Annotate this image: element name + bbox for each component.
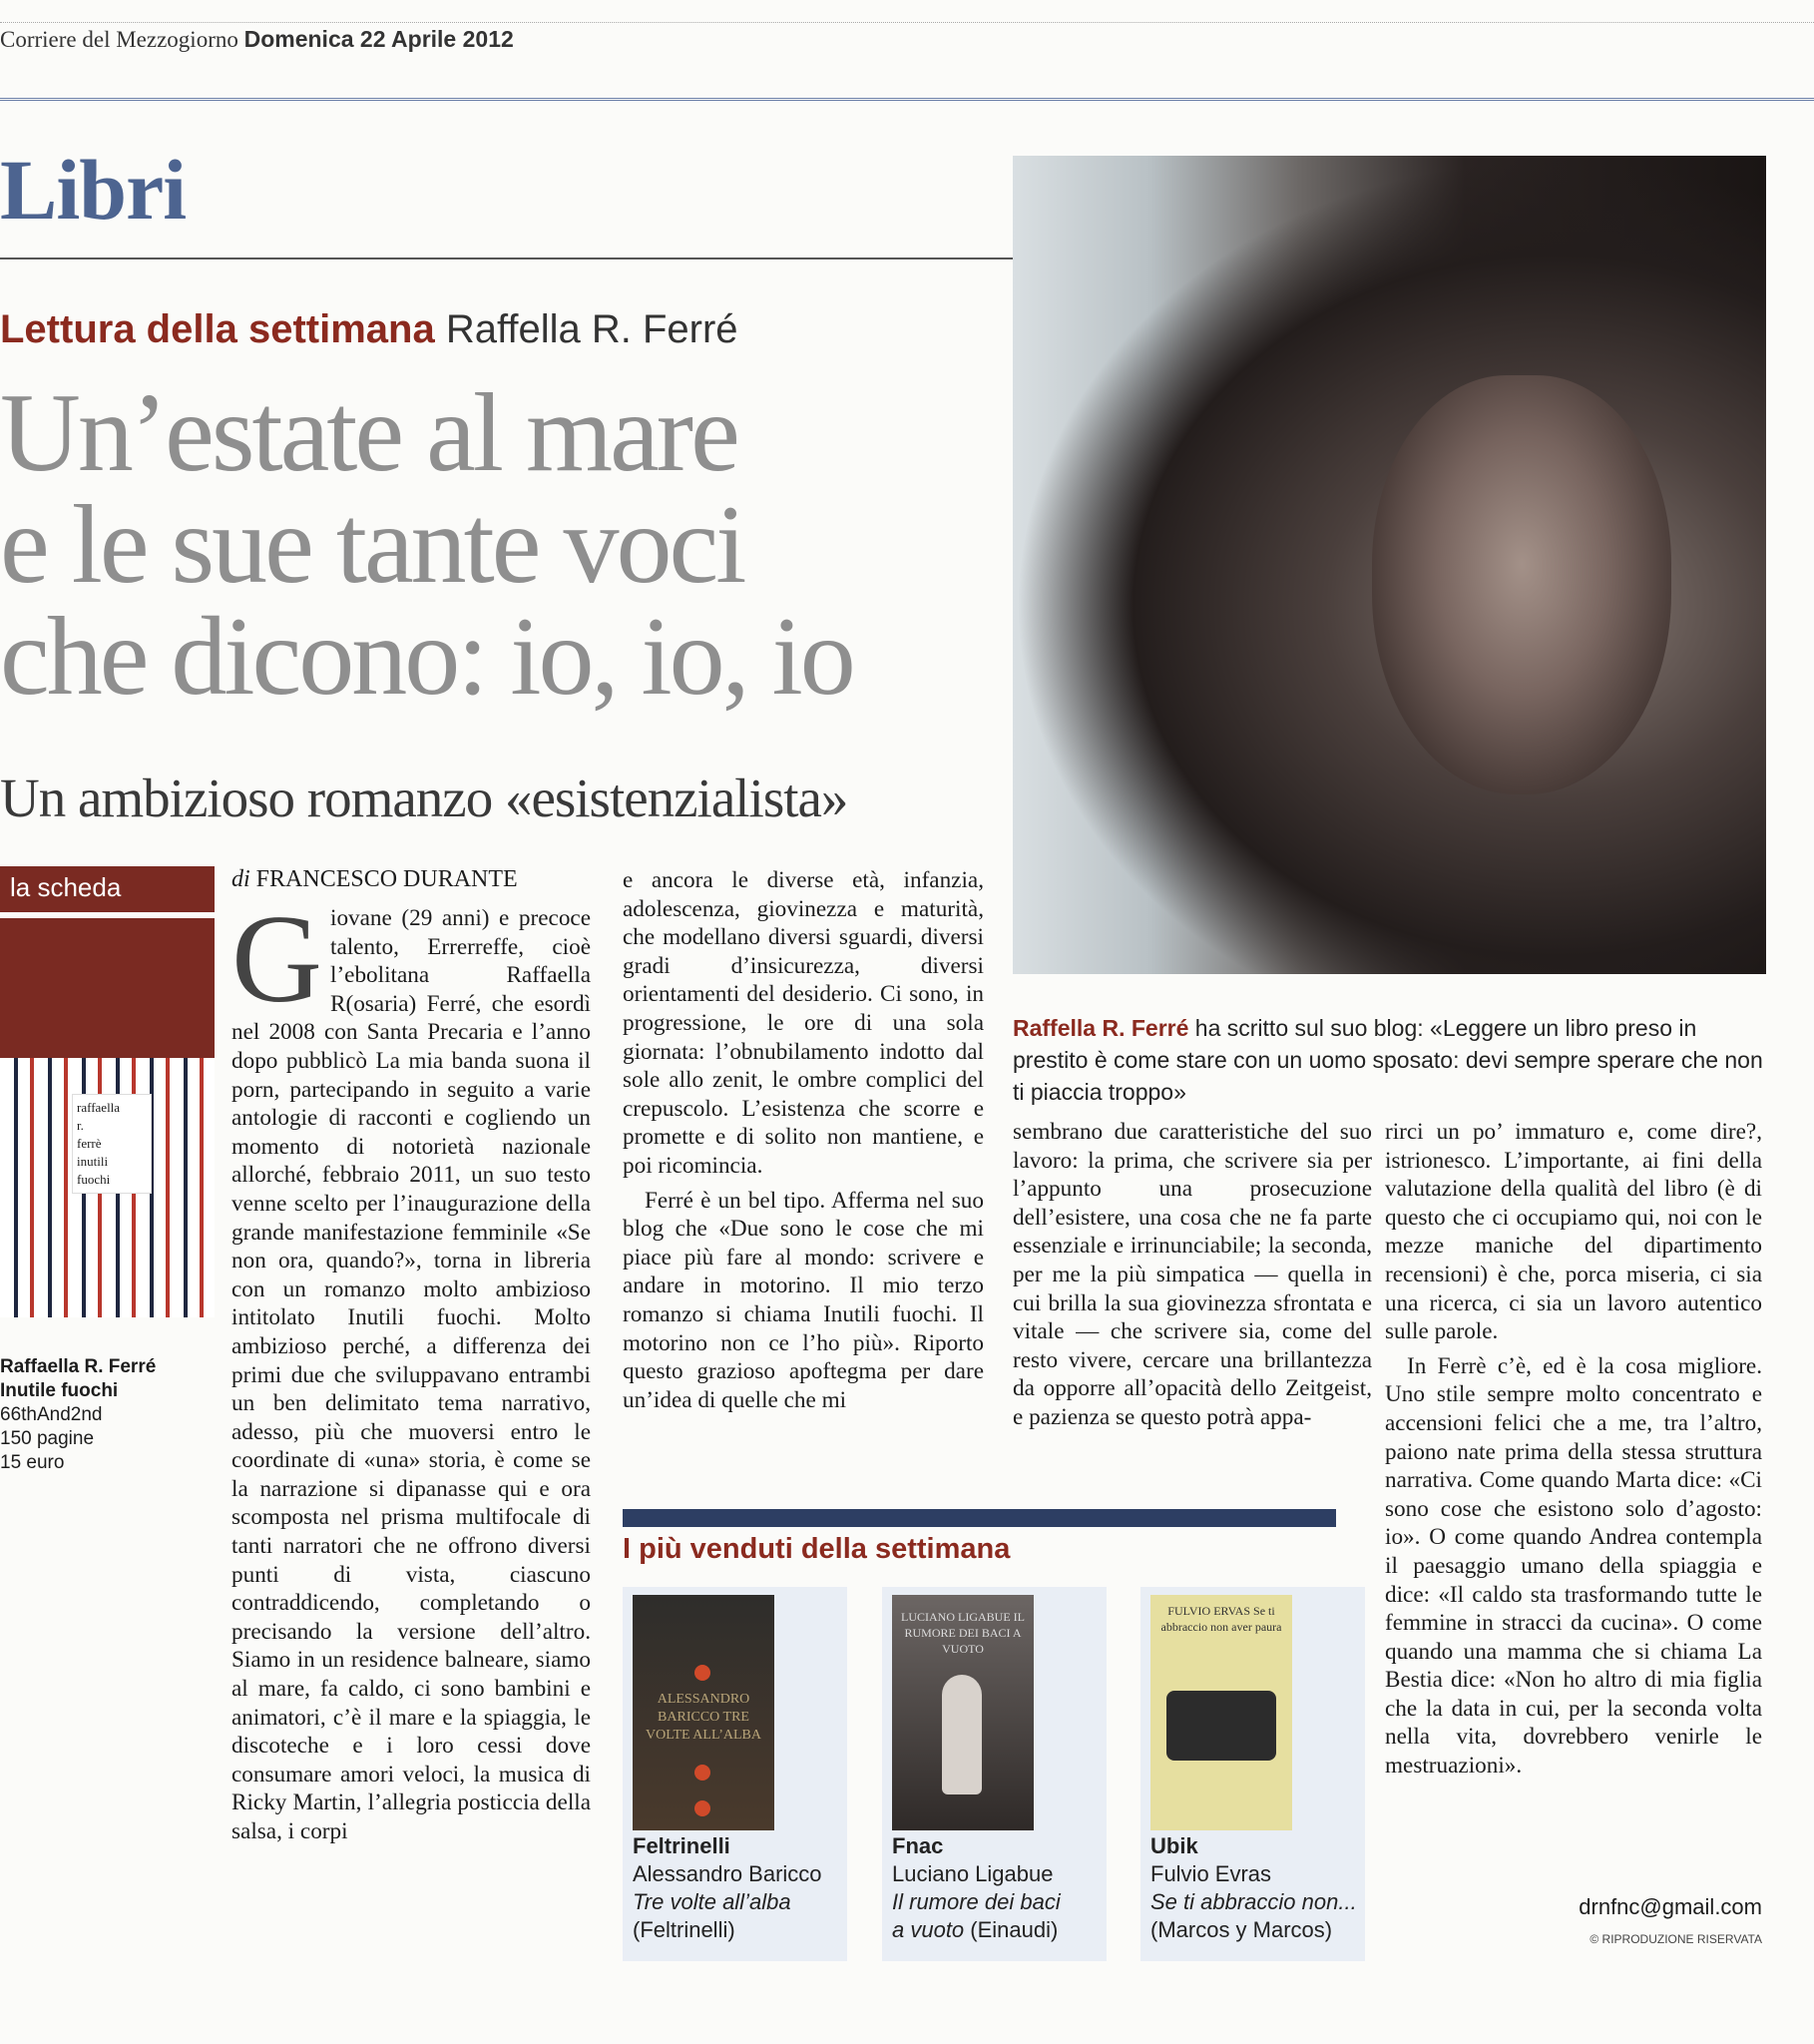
scheda-title: Inutile fuochi: [0, 1380, 119, 1401]
scheda-author: Raffaella R. Ferré: [0, 1356, 157, 1377]
cover-line: r.: [77, 1118, 84, 1133]
caption-name: Raffella R. Ferré: [1013, 1015, 1189, 1041]
scheda-price: 15 euro: [0, 1452, 65, 1473]
byline-author: FRANCESCO DURANTE: [255, 866, 518, 892]
cover-line: raffaella: [77, 1100, 121, 1115]
cover-line: fuochi: [77, 1172, 111, 1187]
newspaper-name: Corriere del Mezzogiorno: [0, 27, 238, 52]
bestseller-item: [623, 1587, 847, 1961]
article-column-3: [1013, 1118, 1372, 1432]
book-author: Alessandro Baricco: [633, 1861, 822, 1886]
author-email: drnfnc@gmail.com: [1579, 1894, 1762, 1919]
kicker: [0, 307, 738, 352]
bestseller-text: [1150, 1832, 1357, 1944]
book-title: Il rumore dei baci: [892, 1889, 1061, 1914]
article-text: iovane (29 anni) e precoce talento, Errerreffe, cioè l’ebolitana Raffaella R(osaria) Ferré, che esordì nel 2008 con Santa Precaria e l’anno dopo pubblicò La mia banda suona il porn, partecipando in seguito a varie antologie di racconti e cogliendo un momento di notorietà nazionale allorché, febbraio 2011, un suo testo venne scelto per l’inaugurazione della grande manifestazione femminile «Se non ora, quando?», torna in libreria con un romanzo molto ambizioso intitolato Inutili fuochi. Molto ambizioso perché, a differenza dei primi due che sviluppavano entrambi un ben delimitato tema narrativo, adesso, più che muoversi entro le coordinate di «una» storia, è come se la narrazione si dipanasse qui e ora scomposta nel prisma multifocale di tanti narratori che ne offrono diversi punti di vista, ciascuno contraddicendo, completando o precisando la versione dell’altro. Siamo in un residence balneare, siamo al mare, fa caldo, ci sono bambini e animatori, c’è il mare e la spiaggia, le discoteche e i loro cessi dove consumare amori veloci, la musica di Ricky Martin, l’allegria posticcia della salsa, i corpi: [231, 905, 591, 1844]
bestseller-item: [1140, 1587, 1365, 1961]
article-paragraph: sembrano due caratteristiche del suo lavoro: la prima, che scrivere sia per l’appunto una prosecuzione dell’esistere, una cosa che ne fa parte essenziale e irrinunciabile; la seconda, per me la più simpatica — quella in cui brilla la sua giovinezza sfrontata e vitale — che scrivere sia, come del resto vivere, cercare una brillantezza da opporre all’opacità dello Zeitgeist, e pazienza se questo potrà appa-: [1013, 1119, 1372, 1430]
scheda-label: la scheda: [0, 866, 215, 912]
book-cover-image: [1150, 1595, 1292, 1830]
drop-cap: G: [231, 890, 322, 1029]
kicker-label: Lettura della settimana: [0, 307, 435, 351]
article-column-4: [1385, 1118, 1762, 1781]
book-publisher: (Feltrinelli): [633, 1917, 735, 1942]
bestsellers-rule: [623, 1509, 1336, 1527]
book-author: Fulvio Evras: [1150, 1861, 1272, 1886]
book-title: Tre volte all’alba: [633, 1889, 791, 1914]
bestsellers-title: I più venduti della settimana: [623, 1533, 1011, 1565]
author-photo: [1013, 156, 1766, 974]
scheda-box: [0, 918, 215, 1058]
scheda-pages: 150 pagine: [0, 1428, 95, 1449]
bestseller-text: [633, 1832, 822, 1944]
article-paragraph: Ferré è un bel tipo. Afferma nel suo blog che «Due sono le cose che mi piace più fare al mondo: scrivere e andare in motorino. Il mio terzo romanzo si chiama Inutili fuochi. Il motorino non ce l’ho più». Riporto questo grazioso apoftegma per dare un’idea di quelle che mi: [623, 1187, 984, 1413]
article-paragraph: e ancora le diverse età, infanzia, adolescenza, giovinezza e maturità, che modellano diversi sguardi, diversi gradi d’insicurezza, diversi orientamenti del desiderio. Ci sono, in progressione, le ore di una sola giornata: l’obnubilamento indotto dal sole allo zenit, le ombre complici del crepuscolo. L’esistenza che scorre e promette e di solito non mantiene, e poi ricomincia.: [623, 867, 984, 1179]
section-title: Libri: [0, 142, 187, 238]
cover-text: FULVIO ERVAS Se ti abbraccio non aver paura: [1160, 1604, 1282, 1634]
book-cover-image: [892, 1595, 1034, 1830]
book-cover-image: [0, 1058, 215, 1317]
scheda-info: [0, 1355, 215, 1475]
top-divider: [0, 22, 1814, 23]
book-publisher: (Marcos y Marcos): [1150, 1917, 1333, 1942]
bestseller-text: [892, 1832, 1061, 1944]
cover-line: ferrè: [77, 1136, 102, 1151]
article-column-1: [231, 890, 591, 1846]
bestseller-item: [882, 1587, 1107, 1961]
book-cover-label: [72, 1094, 152, 1194]
masthead-rule: [0, 98, 1814, 101]
byline: [231, 866, 518, 893]
masthead: [0, 26, 514, 53]
headline: [0, 371, 998, 719]
bookshop-name: Feltrinelli: [633, 1833, 730, 1858]
book-publisher: (Einaudi): [970, 1917, 1059, 1942]
book-cover-image: [633, 1595, 774, 1830]
caption-text: ha scritto sul suo blog: «Leggere un libro preso in prestito è come stare con un uomo sposato: devi sempre sperare che non ti piaccia troppo»: [1013, 1015, 1763, 1105]
cover-line: inutili: [77, 1154, 109, 1169]
article-paragraph: rirci un po’ immaturo e, come dire?, istrionesco. L’importante, ai fini della valutazione della qualità del libro (è di questo che ci occupiamo qui, noi con le mezze maniche del dipartimento recensioni) è che, porca miseria, ci sia una ricerca, ci sia un lavoro autentico sulle parole.: [1385, 1119, 1762, 1345]
book-author: Luciano Ligabue: [892, 1861, 1054, 1886]
cover-dot: [694, 1665, 710, 1681]
article-paragraph: In Ferrè c’è, ed è la cosa migliore. Uno stile sempre molto concentrato e accensioni felici che a me, tra l’altro, paiono nate prima della stessa struttura narrativa. Come quando Marta dice: «Ci sono cose che esistono solo d’agosto: io». O come quando Andrea contempla il paesaggio umano della spiaggia e dice: «Il caldo sta trasformando tutte le femmine in stracci da cucina». O come quando una mamma che si chiama La Bestia dice: «Non ho altro di mia figlia che la data in cui, per la seconda volta nella vita, dovrebbero venirle le mestruazioni».: [1385, 1352, 1762, 1780]
bookshop-name: Ubik: [1150, 1833, 1198, 1858]
bookshop-name: Fnac: [892, 1833, 944, 1858]
cover-text: LUCIANO LIGABUE IL RUMORE DEI BACI A VUOTO: [901, 1610, 1025, 1656]
book-title-cont: a vuoto: [892, 1917, 965, 1942]
cover-dot: [694, 1765, 710, 1781]
book-title: Se ti abbraccio non...: [1150, 1889, 1357, 1914]
kicker-author: Raffella R. Ferré: [445, 307, 738, 351]
scheda-publisher: 66thAnd2nd: [0, 1404, 103, 1425]
issue-date: Domenica 22 Aprile 2012: [243, 26, 514, 52]
subheadline: Un ambizioso romanzo «esistenzialista»: [0, 767, 848, 828]
byline-prefix: di: [231, 866, 250, 892]
headline-line: e le sue tante voci: [0, 483, 744, 607]
section-rule: [0, 257, 1013, 259]
author-face: [1372, 375, 1671, 794]
copyright-notice: © RIPRODUZIONE RISERVATA: [1589, 1932, 1762, 1946]
cover-dot: [694, 1800, 710, 1816]
article-column-2: [623, 866, 984, 1414]
photo-caption: [1013, 1012, 1766, 1108]
cover-figure: [942, 1675, 982, 1794]
cover-figure: [1166, 1691, 1276, 1761]
headline-line: che dicono: io, io, io: [0, 595, 853, 719]
cover-text: ALESSANDRO BARICCO TRE VOLTE ALL’ALBA: [645, 1692, 762, 1743]
headline-line: Un’estate al mare: [0, 371, 737, 495]
